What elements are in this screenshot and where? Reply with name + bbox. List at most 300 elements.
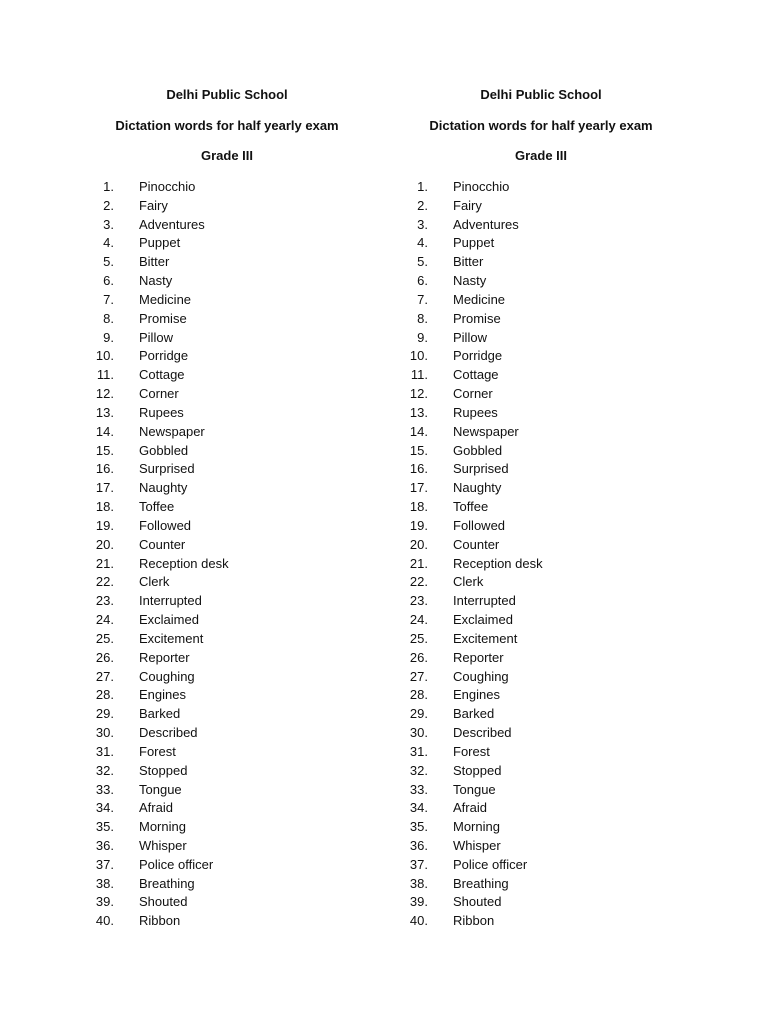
- list-item: [391, 686, 691, 705]
- item-number: 17.: [95, 480, 114, 496]
- list-item: [391, 460, 691, 479]
- item-number-cell: [391, 555, 453, 574]
- item-number-cell: [77, 253, 139, 272]
- list-item: [391, 291, 691, 310]
- list-item: [77, 668, 377, 687]
- list-item: [391, 555, 691, 574]
- item-number: 24.: [95, 612, 114, 628]
- item-number: 3.: [103, 216, 114, 232]
- list-item: [77, 347, 377, 366]
- dictation-word: Promise: [453, 310, 501, 326]
- dictation-word: Police officer: [453, 856, 528, 872]
- list-item: [391, 536, 691, 555]
- item-number-cell: [77, 536, 139, 555]
- item-number-cell: [391, 272, 453, 291]
- dictation-word: Described: [139, 725, 198, 741]
- item-number-cell: [391, 253, 453, 272]
- item-number: 8.: [103, 310, 114, 326]
- item-number-cell: [391, 837, 453, 856]
- dictation-word: Reporter: [453, 649, 504, 665]
- dictation-sheet-left: [77, 86, 377, 931]
- item-number-cell: [391, 592, 453, 611]
- list-item: [77, 630, 377, 649]
- item-number-cell: [391, 818, 453, 837]
- item-number-cell: [391, 479, 453, 498]
- dictation-word: Fairy: [139, 197, 168, 213]
- item-number: 32.: [409, 762, 428, 778]
- item-number: 4.: [417, 235, 428, 251]
- dictation-word: Pillow: [453, 329, 487, 345]
- item-number-cell: [77, 649, 139, 668]
- item-number-cell: [77, 555, 139, 574]
- list-item: [77, 366, 377, 385]
- list-item: [391, 423, 691, 442]
- list-item: [391, 573, 691, 592]
- dictation-word: Forest: [453, 743, 490, 759]
- dictation-word: Fairy: [453, 197, 482, 213]
- list-item: [77, 856, 377, 875]
- item-number-cell: [391, 724, 453, 743]
- list-item: [77, 178, 377, 197]
- list-item: [391, 272, 691, 291]
- dictation-word: Toffee: [453, 499, 489, 515]
- item-number-cell: [77, 724, 139, 743]
- item-number: 39.: [95, 894, 114, 910]
- item-number: 19.: [409, 517, 428, 533]
- item-number: 5.: [417, 254, 428, 270]
- item-number-cell: [391, 668, 453, 687]
- list-item: [391, 329, 691, 348]
- list-item: [391, 705, 691, 724]
- list-item: [391, 442, 691, 461]
- dictation-word: Morning: [139, 819, 186, 835]
- dictation-word: Corner: [139, 386, 179, 402]
- list-item: [77, 460, 377, 479]
- list-item: [77, 442, 377, 461]
- item-number: 32.: [95, 762, 114, 778]
- item-number-cell: [77, 837, 139, 856]
- dictation-word: Medicine: [453, 291, 506, 307]
- item-number-cell: [77, 347, 139, 366]
- item-number-cell: [391, 498, 453, 517]
- list-item: [391, 649, 691, 668]
- item-number-cell: [391, 781, 453, 800]
- item-number: 38.: [95, 875, 114, 891]
- dictation-word: Described: [453, 725, 512, 741]
- item-number-cell: [77, 404, 139, 423]
- list-item: [77, 498, 377, 517]
- dictation-word: Surprised: [453, 461, 509, 477]
- item-number: 11.: [96, 367, 114, 383]
- item-number: 15.: [409, 442, 428, 458]
- item-number-cell: [77, 856, 139, 875]
- item-number-cell: [391, 234, 453, 253]
- list-item: [77, 234, 377, 253]
- item-number: 18.: [409, 499, 428, 515]
- item-number-cell: [77, 216, 139, 235]
- item-number-cell: [77, 686, 139, 705]
- list-item: [77, 818, 377, 837]
- item-number-cell: [77, 630, 139, 649]
- item-number: 23.: [409, 593, 428, 609]
- item-number: 10.: [95, 348, 114, 364]
- item-number: 9.: [417, 329, 428, 345]
- dictation-word: Gobbled: [139, 442, 189, 458]
- list-item: [391, 856, 691, 875]
- list-item: [391, 517, 691, 536]
- list-item: [391, 668, 691, 687]
- dictation-word: Excitement: [453, 630, 518, 646]
- item-number: 17.: [409, 480, 428, 496]
- item-number: 29.: [409, 706, 428, 722]
- item-number-cell: [77, 668, 139, 687]
- sheet-title: Dictation words for half yearly exam: [429, 118, 653, 133]
- dictation-word: Porridge: [139, 348, 189, 364]
- item-number: 36.: [95, 837, 114, 853]
- item-number-cell: [77, 291, 139, 310]
- dictation-word: Cottage: [139, 367, 185, 383]
- item-number-cell: [391, 423, 453, 442]
- dictation-word: Tongue: [453, 781, 496, 797]
- list-item: [391, 724, 691, 743]
- list-item: [391, 498, 691, 517]
- item-number: 34.: [95, 800, 114, 816]
- list-item: [391, 837, 691, 856]
- item-number-cell: [77, 234, 139, 253]
- item-number: 25.: [95, 630, 114, 646]
- item-number-cell: [391, 366, 453, 385]
- item-number-cell: [77, 329, 139, 348]
- item-number-cell: [77, 912, 139, 931]
- list-item: [77, 385, 377, 404]
- list-item: [77, 216, 377, 235]
- item-number: 28.: [409, 687, 428, 703]
- item-number: 14.: [95, 423, 114, 439]
- list-item: [391, 893, 691, 912]
- item-number: 20.: [95, 536, 114, 552]
- dictation-word: Rupees: [139, 404, 184, 420]
- list-item: [77, 649, 377, 668]
- list-item: [391, 762, 691, 781]
- item-number: 22.: [95, 574, 114, 590]
- dictation-word: Clerk: [453, 574, 484, 590]
- item-number-cell: [391, 573, 453, 592]
- list-item: [391, 197, 691, 216]
- item-number: 29.: [95, 706, 114, 722]
- list-item: [391, 385, 691, 404]
- list-item: [77, 893, 377, 912]
- dictation-word: Pinocchio: [453, 179, 510, 194]
- item-number: 23.: [95, 593, 114, 609]
- item-number-cell: [77, 705, 139, 724]
- dictation-word: Forest: [139, 743, 176, 759]
- dictation-word: Ribbon: [453, 913, 495, 929]
- list-item: [391, 781, 691, 800]
- list-item: [77, 799, 377, 818]
- item-number-cell: [77, 893, 139, 912]
- item-number: 21.: [409, 555, 428, 571]
- dictation-word: Barked: [453, 706, 495, 722]
- list-item: [77, 197, 377, 216]
- item-number: 30.: [95, 725, 114, 741]
- dictation-word: Bitter: [453, 254, 484, 270]
- item-number: 6.: [417, 273, 428, 289]
- item-number-cell: [391, 216, 453, 235]
- item-number: 31.: [95, 743, 114, 759]
- dictation-word: Barked: [139, 706, 181, 722]
- dictation-word: Stopped: [453, 762, 502, 778]
- item-number-cell: [391, 197, 453, 216]
- list-item: [77, 875, 377, 894]
- list-item: [391, 479, 691, 498]
- dictation-word: Followed: [139, 517, 192, 533]
- dictation-word: Rupees: [453, 404, 498, 420]
- dictation-word: Medicine: [139, 291, 192, 307]
- item-number: 5.: [103, 254, 114, 270]
- list-item: [391, 630, 691, 649]
- dictation-word: Newspaper: [453, 423, 519, 439]
- list-item: [77, 592, 377, 611]
- list-item: [77, 404, 377, 423]
- item-number: 7.: [417, 291, 428, 307]
- list-item: [77, 781, 377, 800]
- list-item: [77, 310, 377, 329]
- item-number-cell: [77, 743, 139, 762]
- item-number-cell: [77, 366, 139, 385]
- item-number: 27.: [95, 668, 114, 684]
- item-number-cell: [77, 611, 139, 630]
- dictation-word: Reporter: [139, 649, 190, 665]
- list-item: [77, 329, 377, 348]
- item-number: 36.: [409, 837, 428, 853]
- item-number: 38.: [409, 875, 428, 891]
- item-number: 22.: [409, 574, 428, 590]
- item-number-cell: [77, 818, 139, 837]
- dictation-word: Afraid: [139, 800, 173, 816]
- item-number-cell: [391, 291, 453, 310]
- list-item: [391, 875, 691, 894]
- item-number-cell: [77, 310, 139, 329]
- item-number-cell: [391, 705, 453, 724]
- item-number: 8.: [417, 310, 428, 326]
- item-number: 26.: [409, 649, 428, 665]
- dictation-word: Engines: [453, 687, 500, 703]
- list-item: [77, 724, 377, 743]
- item-number-cell: [77, 799, 139, 818]
- list-item: [77, 423, 377, 442]
- item-number: 40.: [95, 913, 114, 929]
- item-number-cell: [77, 197, 139, 216]
- item-number: 1.: [103, 179, 114, 194]
- item-number: 7.: [103, 291, 114, 307]
- item-number-cell: [391, 743, 453, 762]
- dictation-word: Newspaper: [139, 423, 205, 439]
- item-number-cell: [391, 875, 453, 894]
- dictation-word: Bitter: [139, 254, 170, 270]
- item-number-cell: [391, 799, 453, 818]
- item-number-cell: [77, 875, 139, 894]
- list-item: [391, 912, 691, 931]
- sheet-title: Dictation words for half yearly exam: [115, 118, 339, 133]
- item-number-cell: [391, 611, 453, 630]
- item-number-cell: [391, 912, 453, 931]
- dictation-word: Adventures: [139, 216, 205, 232]
- item-number-cell: [391, 347, 453, 366]
- dictation-word: Promise: [139, 310, 187, 326]
- item-number-cell: [391, 442, 453, 461]
- item-number: 13.: [95, 404, 114, 420]
- list-item: [77, 705, 377, 724]
- dictation-word: Followed: [453, 517, 506, 533]
- item-number: 27.: [409, 668, 428, 684]
- dictation-word: Porridge: [453, 348, 503, 364]
- list-item: [77, 686, 377, 705]
- item-number: 16.: [95, 461, 114, 477]
- dictation-word: Whisper: [139, 837, 187, 853]
- dictation-word: Ribbon: [139, 913, 181, 929]
- list-item: [391, 310, 691, 329]
- list-item: [77, 555, 377, 574]
- list-item: [77, 912, 377, 931]
- item-number: 26.: [95, 649, 114, 665]
- item-number-cell: [77, 178, 139, 197]
- item-number: 30.: [409, 725, 428, 741]
- item-number-cell: [77, 781, 139, 800]
- item-number-cell: [77, 423, 139, 442]
- dictation-word: Counter: [453, 536, 500, 552]
- item-number-cell: [77, 498, 139, 517]
- item-number-cell: [391, 178, 453, 197]
- list-item: [391, 743, 691, 762]
- dictation-word: Coughing: [453, 668, 509, 684]
- list-item: [391, 347, 691, 366]
- item-number-cell: [77, 573, 139, 592]
- list-item: [391, 592, 691, 611]
- list-item: [77, 253, 377, 272]
- item-number-cell: [77, 442, 139, 461]
- dictation-word: Reception desk: [453, 555, 543, 571]
- item-number-cell: [77, 460, 139, 479]
- item-number: 15.: [95, 442, 114, 458]
- dictation-word: Excitement: [139, 630, 204, 646]
- item-number: 21.: [95, 555, 114, 571]
- dictation-word: Puppet: [139, 235, 181, 251]
- list-item: [391, 818, 691, 837]
- item-number: 16.: [409, 461, 428, 477]
- item-number: 40.: [409, 913, 428, 929]
- dictation-word: Police officer: [139, 856, 214, 872]
- dictation-word: Morning: [453, 819, 500, 835]
- word-list: [391, 178, 691, 931]
- item-number: 18.: [95, 499, 114, 515]
- item-number-cell: [391, 856, 453, 875]
- item-number-cell: [391, 404, 453, 423]
- dictation-word: Naughty: [453, 480, 502, 496]
- school-name: Delhi Public School: [166, 87, 288, 102]
- item-number: 33.: [95, 781, 114, 797]
- grade-label: Grade III: [200, 148, 254, 163]
- dictation-word: Clerk: [139, 574, 170, 590]
- dictation-word: Corner: [453, 386, 493, 402]
- item-number-cell: [391, 385, 453, 404]
- item-number-cell: [391, 630, 453, 649]
- item-number: 35.: [409, 819, 428, 835]
- dictation-word: Reception desk: [139, 555, 229, 571]
- dictation-word: Pinocchio: [139, 179, 196, 194]
- item-number: 28.: [95, 687, 114, 703]
- list-item: [391, 366, 691, 385]
- item-number-cell: [77, 762, 139, 781]
- item-number-cell: [77, 517, 139, 536]
- list-item: [391, 799, 691, 818]
- item-number: 14.: [409, 423, 428, 439]
- item-number: 10.: [409, 348, 428, 364]
- item-number: 2.: [103, 197, 114, 213]
- item-number-cell: [77, 592, 139, 611]
- list-item: [77, 611, 377, 630]
- dictation-word: Pillow: [139, 329, 173, 345]
- item-number: 1.: [417, 179, 428, 194]
- item-number: 3.: [417, 216, 428, 232]
- dictation-word: Toffee: [139, 499, 175, 515]
- item-number-cell: [391, 893, 453, 912]
- item-number: 2.: [417, 197, 428, 213]
- item-number: 37.: [95, 856, 114, 872]
- list-item: [77, 762, 377, 781]
- word-list: [77, 178, 377, 931]
- item-number: 4.: [103, 235, 114, 251]
- item-number-cell: [391, 329, 453, 348]
- item-number-cell: [391, 536, 453, 555]
- dictation-word: Stopped: [139, 762, 188, 778]
- item-number: 35.: [95, 819, 114, 835]
- item-number: 11.: [410, 367, 428, 383]
- dictation-word: Counter: [139, 536, 186, 552]
- item-number: 20.: [409, 536, 428, 552]
- dictation-word: Exclaimed: [139, 612, 199, 628]
- dictation-word: Afraid: [453, 800, 487, 816]
- list-item: [77, 837, 377, 856]
- dictation-word: Nasty: [453, 273, 487, 289]
- item-number-cell: [391, 310, 453, 329]
- item-number: 9.: [103, 329, 114, 345]
- item-number-cell: [77, 385, 139, 404]
- item-number: 19.: [95, 517, 114, 533]
- list-item: [77, 536, 377, 555]
- item-number-cell: [391, 460, 453, 479]
- dictation-sheet-right: [391, 86, 691, 931]
- grade-label: Grade III: [514, 148, 568, 163]
- dictation-word: Coughing: [139, 668, 195, 684]
- item-number: 33.: [409, 781, 428, 797]
- list-item: [77, 517, 377, 536]
- list-item: [391, 178, 691, 197]
- item-number-cell: [391, 686, 453, 705]
- dictation-word: Nasty: [139, 273, 173, 289]
- item-number: 13.: [409, 404, 428, 420]
- list-item: [391, 234, 691, 253]
- dictation-word: Interrupted: [453, 593, 516, 609]
- item-number: 31.: [409, 743, 428, 759]
- item-number-cell: [391, 762, 453, 781]
- item-number: 12.: [95, 386, 114, 402]
- dictation-word: Engines: [139, 687, 186, 703]
- dictation-word: Puppet: [453, 235, 495, 251]
- dictation-word: Shouted: [453, 894, 502, 910]
- list-item: [77, 479, 377, 498]
- dictation-word: Whisper: [453, 837, 501, 853]
- list-item: [391, 253, 691, 272]
